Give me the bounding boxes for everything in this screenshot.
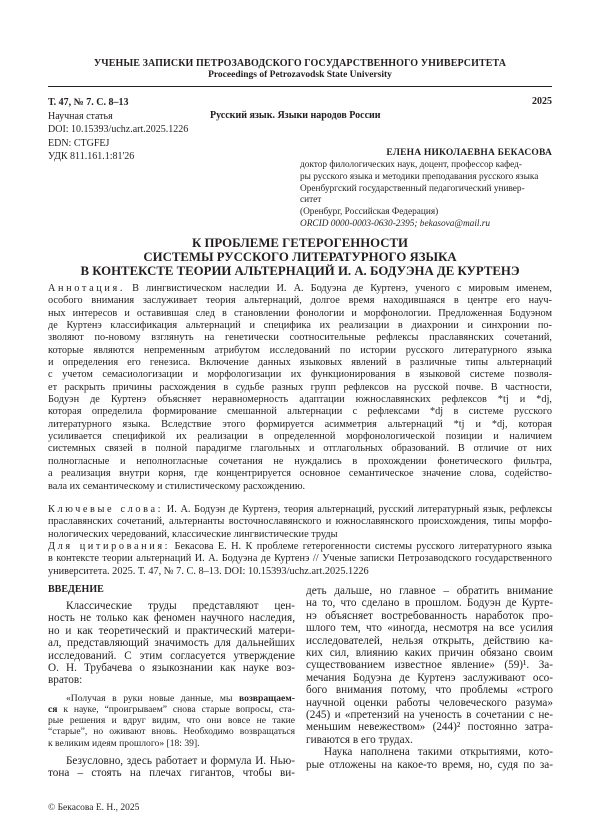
text-line: ет раскрыть причины расхождения в судьбе разных групп рефлексов на русской почве. В частности, — [48, 381, 552, 393]
text-line: бого внимания потому, что проблемы «строго — [306, 684, 553, 697]
blockquote — [48, 693, 295, 749]
year: 2025 — [532, 96, 552, 107]
text-line: шлого тем, что «иногда, несмотря на все усилия — [306, 622, 553, 635]
author-name: ЕЛЕНА НИКОЛАЕВНА БЕКАСОВА — [386, 148, 552, 158]
text-line: зволяют по-новому взглянуть на генетически соотносительные рефлексы праславянских сочетаний, — [48, 332, 552, 344]
body-text — [48, 600, 295, 687]
text-line: которые являются непременным атрибутом исследований по истории русского литературного языка — [48, 344, 552, 356]
text-line: Безусловно, здесь работает и формула И. Нью- — [66, 754, 295, 767]
article-type: Научная статья — [48, 110, 113, 122]
section-label: Ключевые слова: — [48, 504, 164, 515]
text-line: тона – стоять на плечах гигантов, чтобы ви- — [48, 767, 295, 780]
text-line: ал, представляющий значимость для дальнейших — [48, 637, 295, 650]
text-line: вала их семантическому и стилистическому расхождению. — [48, 480, 306, 492]
line-text: В лингвистическом наследии И. А. Бодуэна де Куртенэ, ученого с мировым именем, — [132, 283, 553, 294]
text-line: но и как теоретический и практический матери- — [48, 624, 295, 637]
journal-title-en: Proceedings of Petrozavodsk State University — [208, 70, 392, 80]
quote-bold: ся — [48, 704, 58, 716]
section-label: Аннотация. — [48, 283, 125, 294]
text-line: с учетом семасиологизации и морфологизации их функционирования в языковой системе позволя- — [48, 369, 552, 381]
paragraph — [306, 746, 553, 771]
text-line: университета. 2025. Т. 47, № 7. С. 8–13. DOI: 10.15393/uchz.art.2025.1226 — [48, 565, 369, 577]
text-line: (245) и «претензий на ученость в сочетании с не- — [306, 709, 553, 722]
section-label: Для цитирования: — [48, 541, 171, 552]
title-line: В КОНТЕКСТЕ ТЕОРИИ АЛЬТЕРНАЦИЙ И. А. БОДУЭНА ДЕ КУРТЕНЭ — [80, 264, 520, 278]
paragraph — [306, 585, 553, 746]
text-line: исследований. С этим согласуется утверждение — [48, 649, 295, 662]
keywords — [48, 504, 552, 541]
line-text: И. А. Бодуэн де Куртенэ, теория альтернаций, русский литературный язык, рефлексы — [166, 504, 553, 515]
text-line: ных интересов и оставившая след в становлении фонологии и морфонологии. Предложенная Бодуэном — [48, 307, 552, 319]
right-column — [306, 585, 553, 771]
citation — [48, 541, 552, 578]
title-line: К ПРОБЛЕМЕ ГЕТЕРОГЕННОСТИ — [191, 236, 409, 250]
text-line: Классические труды представляют цен- — [66, 600, 295, 612]
title-line: СИСТЕМЫ РУССКОГО ЛИТЕРАТУРНОГО ЯЗЫКА — [143, 250, 457, 264]
line-text: Бекасова Е. Н. К проблеме гетерогенности системы русского литературного языка — [174, 541, 552, 552]
text-line: вратов: — [48, 674, 83, 687]
quote-text: «Получая в руки новые данные, мы — [66, 692, 240, 704]
text-line: на то, что сделано в прошлом. Бодуэн де Курте- — [306, 597, 553, 610]
text-line — [48, 283, 552, 295]
volume-info: Т. 47, № 7. С. 8–13 — [48, 97, 129, 108]
text-line: а реализация внутри корня, где концентрируется основное семантическое значение слова, содейство- — [48, 468, 552, 480]
aff-line: (Оренбург, Российская Федерация) — [300, 207, 439, 218]
text-line: в контексте теории альтернаций И. А. Бодуэна де Куртенэ // Ученые записки Петрозаводского государственного — [48, 553, 552, 565]
doi[interactable]: DOI: 10.15393/uchz.art.2025.1226 — [48, 124, 189, 135]
text-line: ность не только как феномен научного наследия, — [48, 612, 295, 625]
text-line: мечания Бодуэна де Куртенэ заслуживают осо- — [306, 671, 553, 684]
quote-line — [48, 704, 295, 715]
text-line: литературного языка. Вследствие этого формируется асимметрия альтернаций *tj и *dj, которая — [48, 418, 552, 430]
paragraph — [48, 541, 552, 578]
aff-line: Оренбургский государственный педагогический универ- — [300, 183, 525, 194]
quote-text: к науке, “проигрываем” снова старые вопросы, ста- — [57, 704, 295, 716]
text-line: и определения его генезиса. Включение данных языковых явлений в различные типы альтернаций — [48, 357, 552, 369]
copyright: © Бекасова Е. Н., 2025 — [48, 803, 140, 813]
text-line: существованием известное явление» (59)¹. За- — [306, 659, 553, 672]
rubric: Русский язык. Языки народов России — [210, 109, 381, 121]
article-meta — [48, 96, 188, 164]
author-affiliation — [300, 160, 552, 231]
quote-line: “старые”, но оживают вновь. Необходимо возвращаться — [48, 726, 295, 738]
quote-line — [48, 693, 295, 704]
text-line: ких сил, влиянию каких причин обязано своим — [306, 647, 553, 660]
aff-line: ры русского языка и методики преподавания русского языка — [300, 171, 539, 182]
text-line: Бодуэн де Куртенэ объясняет неравномерность адаптации южнославянских рефлексов *tj и *dj, — [48, 394, 552, 406]
article-title — [0, 236, 600, 278]
text-line: меньшим невежеством» (244)² постоянно затра- — [306, 721, 553, 734]
text-line: Наука наполнена такими открытиями, кото- — [324, 746, 553, 759]
aff-line: ситет — [300, 195, 322, 206]
quote-bold: возвращаем- — [239, 692, 295, 704]
text-line: системных связей в полной парадигме глагольных и отглагольных образований. В отличие от них — [48, 443, 552, 455]
udk: УДК 811.161.1:81'26 — [48, 151, 135, 162]
text-line: особого внимания заслуживает теория альтернаций, долгое время находившаяся в центре его науч- — [48, 295, 552, 307]
text-line: которая определила формирование смешанной альтернации с рефлексами *dj в системе русского — [48, 406, 552, 418]
edn: EDN: CTGFEJ — [48, 137, 110, 149]
text-line: полногласные и неполногласные сочетания не нуждались в прохождении фонетического фильтра, — [48, 455, 552, 467]
text-line: исследователей, нельзя открыть, действию ка- — [306, 634, 553, 647]
orcid-email[interactable]: ORCID 0000-0003-0630-2395; bekasova@mail.ru — [300, 218, 491, 229]
section-heading: ВВЕДЕНИЕ — [48, 584, 104, 595]
text-line: усиливается спецификой их реализации в определенной морфонологической позиции и наличием — [48, 431, 552, 443]
left-column — [48, 600, 295, 780]
quote-line: рые решения и вдруг видим, что они вовсе не такие — [48, 715, 295, 727]
text-line — [48, 541, 552, 553]
paragraph — [48, 755, 295, 780]
text-line: нологических чередований, классические лингвистические труды — [48, 528, 338, 540]
body-text — [48, 755, 295, 780]
text-line — [48, 504, 552, 516]
paragraph — [48, 283, 552, 493]
text-line: праславянских сочетаний, альтернанты восточнославянского и южнославянского происхождения, типы морфо- — [48, 516, 552, 528]
text-line: О. Н. Трубачева о языкознании как науке воз- — [48, 662, 295, 675]
text-line: рые отложены на какое-то время, но, судя по за- — [306, 758, 553, 771]
paragraph — [48, 600, 295, 687]
text-line: гиваются в его трудах. — [306, 733, 413, 746]
text-line: научной оценки работы человеческого разума» — [306, 696, 553, 709]
text-line: деть дальше, но главное – обратить внимание — [306, 585, 553, 597]
abstract — [48, 283, 552, 493]
header-divider — [48, 86, 552, 87]
text-line: де Куртенэ классификация альтернаций и специфика их реализации в диахронии и синхронии по- — [48, 320, 552, 332]
quote-line: к великим идеям прошлого» [18: 39]. — [48, 737, 200, 749]
paragraph — [48, 504, 552, 541]
aff-line: доктор филологических наук, доцент, профессор кафед- — [300, 160, 522, 170]
journal-title: УЧЕНЫЕ ЗАПИСКИ ПЕТРОЗАВОДСКОГО ГОСУДАРСТВЕННОГО УНИВЕРСИТЕТА — [93, 58, 507, 69]
text-line: нэ объясняет востребованность наработок про- — [306, 609, 553, 622]
